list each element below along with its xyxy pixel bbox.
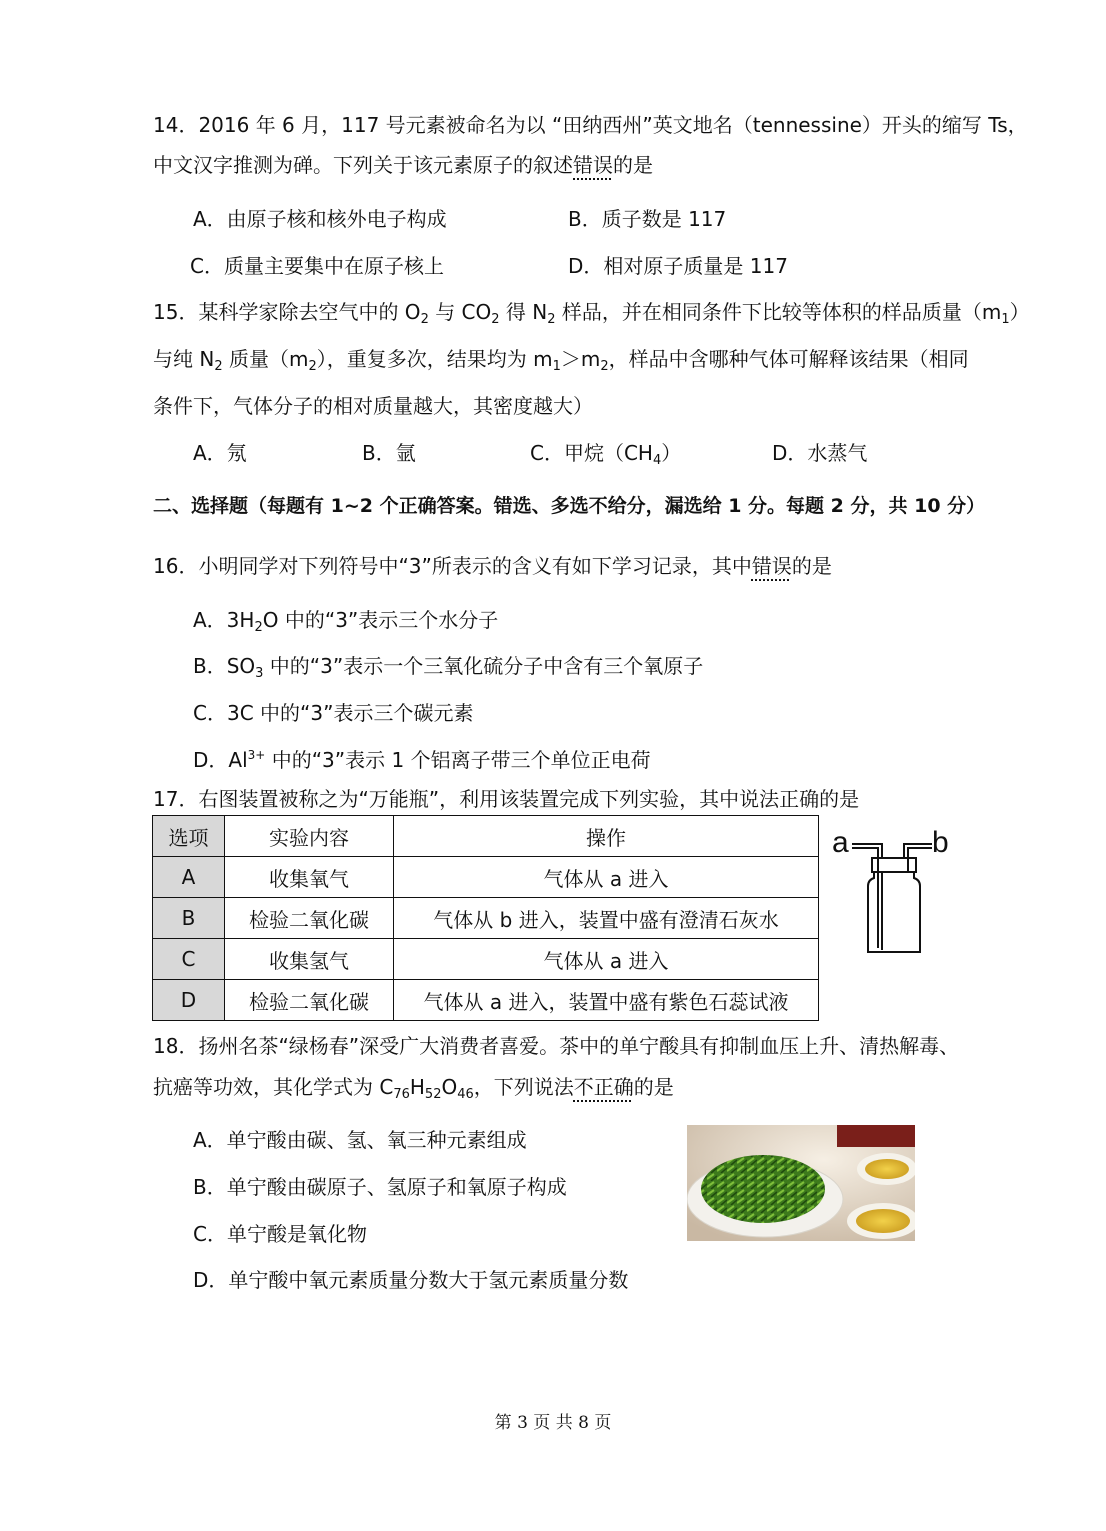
section-heading: 二、选择题（每题有 1~2 个正确答案。错选、多选不给分，漏选给 1 分。每题 2 分，共 10 分） [153, 495, 986, 517]
q15-stem-line1: 15．某科学家除去空气中的 $O_2$ 与 $CO_2$ 得 $N_2$ 样品，并在相同条件下比较等体积的样品质量$(m_1)$ [153, 300, 1030, 327]
q15-stem-line3: 条件下，气体分子的相对质量越大，其密度越大） [153, 394, 593, 418]
gas-bottle-diagram [828, 818, 958, 958]
q14-stem-line1: 14．2016 年 6 月，117 号元素被命名为以 “田纳西州”英文地名（tennessine）开头的缩写 Ts， [153, 113, 1028, 137]
table-cell: 气体从 a 进入 [394, 857, 819, 898]
q16-option-b: B．$SO_3$ 中的“3”表示一个三氧化硫分子中含有三个氧原子 [193, 654, 704, 681]
emphasis-mark: 错误 [751, 554, 792, 578]
green-tea-photo [687, 1125, 915, 1241]
table-cell: 检验二氧化碳 [225, 898, 394, 939]
q16-option-a: A．$3H_2O$ 中的“3”表示三个水分子 [193, 608, 499, 635]
q18-option-a: A．单宁酸由碳、氢、氧三种元素组成 [193, 1128, 527, 1152]
table-cell: D [153, 980, 225, 1021]
table-cell: B [153, 898, 225, 939]
table-cell: A [153, 857, 225, 898]
q15-option-d: D．水蒸气 [772, 441, 868, 465]
table-row [153, 939, 819, 980]
q18-option-c: C．单宁酸是氧化物 [193, 1222, 367, 1246]
q15-option-b: B．氩 [362, 441, 416, 465]
table-cell: 气体从 b 进入，装置中盛有澄清石灰水 [394, 898, 819, 939]
table-cell: 检验二氧化碳 [225, 980, 394, 1021]
table-cell: 气体从 a 进入，装置中盛有紫色石蕊试液 [394, 980, 819, 1021]
table-row [153, 898, 819, 939]
emphasis-mark: 错误 [573, 153, 613, 177]
label-b: b [932, 826, 949, 859]
table-header: 操作 [394, 816, 819, 857]
q17-table [152, 815, 819, 1021]
q15-option-c: C．甲烷$(CH_4)$ [530, 441, 682, 468]
q14-option-b: B．质子数是 117 [568, 207, 727, 231]
table-header: 实验内容 [225, 816, 394, 857]
q16-stem: 16．小明同学对下列符号中“3”所表示的含义有如下学习记录，其中错误的是 [153, 554, 832, 578]
emphasis-mark: 不正确 [573, 1075, 634, 1099]
table-cell: C [153, 939, 225, 980]
q15-stem-line2: 与纯 $N_2$ 质量$(m_2)$，重复多次，结果均为 $m_1>m_2$，样品中含哪种气体可解释该结果（相同 [153, 347, 969, 374]
q18-stem-line1: 18．扬州名茶“绿杨春”深受广大消费者喜爱。茶中的单宁酸具有抑制血压上升、清热解毒、 [153, 1034, 960, 1058]
q14-option-d: D．相对原子质量是 117 [568, 254, 788, 278]
q17-stem: 17．右图装置被称之为“万能瓶”，利用该装置完成下列实验，其中说法正确的是 [153, 787, 860, 811]
table-header: 选项 [153, 816, 225, 857]
table-cell: 收集氢气 [225, 939, 394, 980]
q15-option-a: A．氖 [193, 441, 247, 465]
q18-option-d: D．单宁酸中氧元素质量分数大于氢元素质量分数 [193, 1268, 629, 1292]
table-header-row [153, 816, 819, 857]
table-row [153, 980, 819, 1021]
table-cell: 收集氧气 [225, 857, 394, 898]
q14-stem-line2: 中文汉字推测为䃅。下列关于该元素原子的叙述错误的是 [153, 153, 653, 177]
q16-option-c: C．3C 中的“3”表示三个碳元素 [193, 701, 474, 725]
q16-option-d: D．$Al^{3+}$ 中的“3”表示 1 个铝离子带三个单位正电荷 [193, 748, 651, 772]
label-a: a [832, 826, 849, 859]
page-footer: 第 3 页 共 8 页 [494, 1413, 612, 1433]
q14-option-c: C．质量主要集中在原子核上 [190, 254, 444, 278]
q18-stem-line2: 抗癌等功效，其化学式为 $C_{76}H_{52}O_{46}$，下列说法不正确的是 [153, 1075, 674, 1102]
q18-option-b: B．单宁酸由碳原子、氢原子和氧原子构成 [193, 1175, 567, 1199]
table-cell: 气体从 a 进入 [394, 939, 819, 980]
table-row [153, 857, 819, 898]
q14-option-a: A．由原子核和核外电子构成 [193, 207, 447, 231]
